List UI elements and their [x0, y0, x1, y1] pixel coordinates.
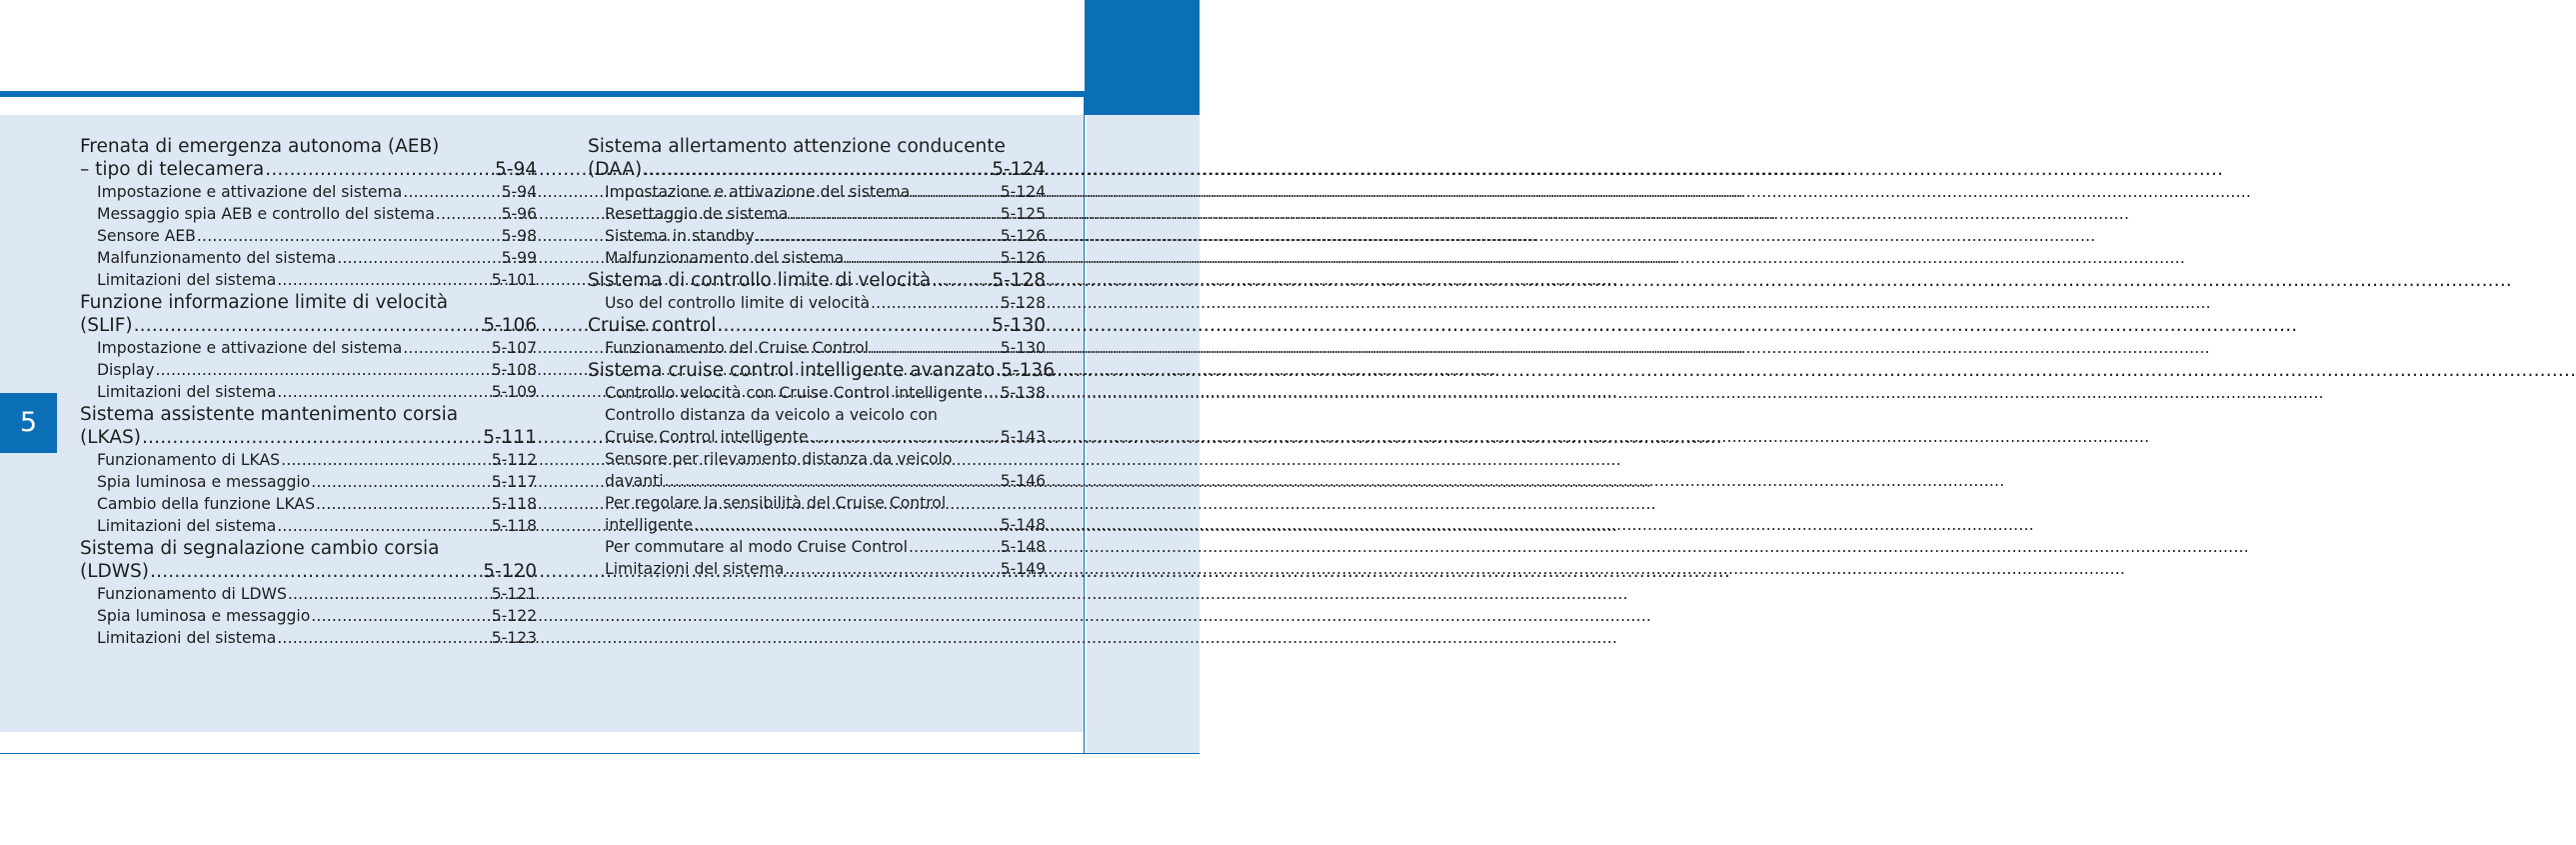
toc-entry-title: Sistema di controllo limite di velocità — [588, 270, 932, 291]
dot-leader — [845, 247, 999, 269]
toc-entry-title: Funzionamento del Cruise Control — [605, 339, 869, 357]
dot-leader — [337, 247, 500, 269]
toc-sub-entry[interactable] — [80, 627, 537, 649]
dot-leader — [142, 426, 482, 449]
toc-main-entry[interactable] — [588, 314, 1046, 337]
toc-page-number: 5-99 — [501, 249, 537, 267]
toc-page-number: 5-128 — [1000, 294, 1046, 312]
dot-leader — [281, 449, 491, 471]
toc-entry-title: Funzionamento di LKAS — [97, 451, 281, 469]
toc-entry-title: Impostazione e attivazione del sistema — [97, 339, 403, 357]
dot-leader — [643, 158, 991, 181]
toc-main-entry[interactable] — [80, 314, 537, 337]
toc-page-number: 5-107 — [491, 339, 537, 357]
toc-main-entry[interactable] — [588, 158, 1046, 181]
toc-sub-entry[interactable] — [588, 382, 1046, 404]
toc-page-number: 5-108 — [491, 361, 537, 379]
toc-sub-entry[interactable] — [588, 292, 1046, 314]
dot-leader — [756, 225, 1000, 247]
toc-entry-title: intelligente — [605, 516, 694, 534]
toc-section-heading: Sistema allertamento attenzione conducente — [588, 136, 1006, 157]
dot-leader — [265, 158, 494, 181]
toc-page-number: 5-94 — [501, 183, 537, 201]
toc-sub-entry[interactable] — [80, 181, 537, 203]
toc-entry-title: Funzionamento di LDWS — [97, 585, 287, 603]
toc-entry-title: Sensore AEB — [97, 227, 196, 245]
dot-leader — [311, 471, 490, 493]
toc-section-heading: Sistema assistente mantenimento corsia — [80, 404, 459, 425]
toc-page-number: 5-101 — [491, 271, 537, 289]
toc-entry-title: Spia luminosa e messaggio — [97, 607, 311, 625]
toc-page-number: 5-138 — [1000, 384, 1046, 402]
dot-leader — [909, 536, 1000, 558]
toc-subentry-text: Controllo distanza da veicolo a veicolo con — [605, 406, 938, 424]
toc-entry-title: Controllo velocità con Cruise Control intelligente — [605, 384, 983, 402]
toc-page-number: 5-136 — [1001, 360, 1055, 381]
toc-sub-entry[interactable] — [80, 359, 537, 381]
toc-entry-title: Limitazioni del sistema — [97, 517, 277, 535]
toc-entry-title: Impostazione e attivazione del sistema — [605, 183, 911, 201]
toc-section-heading: Sistema di segnalazione cambio corsia — [80, 538, 440, 559]
dot-leader — [871, 292, 1000, 314]
toc-sub-entry[interactable] — [588, 247, 1046, 269]
toc-entry-title: Malfunzionamento del sistema — [97, 249, 337, 267]
dot-leader — [277, 381, 490, 403]
toc-page-number: 5-148 — [1000, 516, 1046, 534]
dot-leader — [665, 470, 1000, 492]
toc-entry-title: Limitazioni del sistema — [605, 560, 785, 578]
toc-page-number: 5-149 — [1000, 560, 1046, 578]
toc-page-number: 5-112 — [491, 451, 537, 469]
dot-leader — [717, 314, 991, 337]
toc-sub-entry[interactable] — [588, 536, 1046, 558]
toc-entry-title: Malfunzionamento del sistema — [605, 249, 845, 267]
toc-entry-title: Cruise Control intelligente — [605, 428, 809, 446]
dot-leader — [789, 203, 999, 225]
toc-entry-title: Impostazione e attivazione del sistema — [97, 183, 403, 201]
dot-leader — [694, 514, 1000, 536]
toc-entry-title: Uso del controllo limite di velocità — [605, 294, 871, 312]
toc-page-number: 5-124 — [1000, 183, 1046, 201]
chapter-tab[interactable]: 5 — [0, 393, 57, 453]
toc-page-number: 5-128 — [992, 270, 1046, 291]
toc-sub-entry[interactable] — [588, 514, 1046, 536]
dot-leader — [277, 515, 490, 537]
toc-entry-title: (LKAS) — [80, 427, 141, 448]
toc-sub-entry[interactable] — [80, 449, 537, 471]
dot-leader — [316, 493, 491, 515]
toc-page-number: 5-130 — [992, 315, 1046, 336]
toc-entry-title: Resettaggio de sistema — [605, 205, 789, 223]
toc-sub-entry[interactable] — [80, 337, 537, 359]
dot-leader — [134, 314, 483, 337]
toc-sub-entry[interactable] — [80, 605, 537, 627]
toc-sub-entry[interactable] — [80, 515, 537, 537]
toc-subentry-text: Sensore per rilevamento distanza da veicolo — [605, 450, 953, 468]
dot-leader — [996, 359, 1000, 382]
toc-entry-title: Limitazioni del sistema — [97, 629, 277, 647]
toc-entry-title: Cruise control — [588, 315, 717, 336]
toc-page-number: 5-111 — [483, 427, 537, 448]
toc-sub-entry[interactable] — [588, 181, 1046, 203]
toc-sub-entry[interactable] — [588, 203, 1046, 225]
toc-sub-entry[interactable] — [588, 225, 1046, 247]
dot-leader — [197, 225, 501, 247]
toc-entry-title: Limitazioni del sistema — [97, 383, 277, 401]
corner-accent-block — [1085, 0, 1200, 115]
toc-entry-title: Sistema in standby — [605, 227, 755, 245]
toc-entry-title: Cambio della funzione LKAS — [97, 495, 315, 513]
toc-page-number: 5-96 — [501, 205, 537, 223]
dot-leader — [155, 359, 490, 381]
toc-page-number: 5-123 — [491, 629, 537, 647]
toc-sub-entry[interactable] — [588, 558, 1046, 580]
toc-subentry-text: Per regolare la sensibilità del Cruise Control — [605, 494, 947, 512]
toc-page-number: 5-130 — [1000, 339, 1046, 357]
dot-leader — [810, 426, 1000, 448]
dot-leader — [436, 203, 501, 225]
toc-page-number: 5-117 — [491, 473, 537, 491]
toc-main-entry[interactable] — [588, 269, 1046, 292]
toc-main-entry[interactable] — [80, 158, 537, 181]
dot-leader — [984, 382, 1000, 404]
header-rule — [0, 91, 1085, 97]
toc-page-number: 5-143 — [1000, 428, 1046, 446]
dot-leader — [288, 583, 491, 605]
toc-page-number: 5-120 — [483, 561, 537, 582]
toc-page-number: 5-94 — [495, 159, 537, 180]
toc-entry-title: Per commutare al modo Cruise Control — [605, 538, 909, 556]
toc-sub-entry[interactable] — [80, 225, 537, 247]
toc-main-entry[interactable] — [80, 560, 537, 583]
toc-sub-entry[interactable] — [588, 470, 1046, 492]
dot-leader — [277, 269, 490, 291]
dot-leader — [911, 181, 999, 203]
toc-sub-entry[interactable] — [80, 583, 537, 605]
toc-sub-entry[interactable] — [80, 269, 537, 291]
toc-sub-entry[interactable] — [588, 337, 1046, 359]
toc-entry-title: Limitazioni del sistema — [97, 271, 277, 289]
toc-main-entry[interactable] — [80, 426, 537, 449]
toc-page-number: 5-106 — [483, 315, 537, 336]
toc-page-number: 5-146 — [1000, 472, 1046, 490]
toc-entry-title: – tipo di telecamera — [80, 159, 265, 180]
toc-sub-entry[interactable] — [80, 247, 537, 269]
toc-page-number: 5-148 — [1000, 538, 1046, 556]
toc-sub-entry[interactable] — [80, 381, 537, 403]
toc-page-number: 5-109 — [491, 383, 537, 401]
dot-leader — [932, 269, 991, 292]
toc-page-number: 5-126 — [1000, 227, 1046, 245]
dot-leader — [403, 181, 500, 203]
toc-entry-title: Display — [97, 361, 155, 379]
toc-page-number: 5-122 — [491, 607, 537, 625]
toc-section-heading: Funzione informazione limite di velocità — [80, 292, 449, 313]
toc-sub-entry[interactable] — [80, 471, 537, 493]
toc-entry-title: davanti — [605, 472, 664, 490]
footer-rule — [0, 753, 1200, 754]
toc-entry-title: (DAA) — [588, 159, 643, 180]
dot-leader — [277, 627, 490, 649]
toc-section-heading: Frenata di emergenza autonoma (AEB) — [80, 136, 440, 157]
dot-leader — [403, 337, 490, 359]
toc-sub-entry[interactable] — [588, 426, 1046, 448]
toc-entry-title: Spia luminosa e messaggio — [97, 473, 311, 491]
dot-leader — [311, 605, 490, 627]
toc-right-column — [588, 135, 1055, 580]
toc-entry-title: Messaggio spia AEB e controllo del sistema — [97, 205, 435, 223]
toc-sub-entry[interactable] — [80, 493, 537, 515]
toc-entry-title: Sistema cruise control intelligente avanzato — [588, 360, 996, 381]
toc-page-number: 5-121 — [491, 585, 537, 603]
toc-page-number: 5-126 — [1000, 249, 1046, 267]
dot-leader — [785, 558, 999, 580]
dot-leader — [870, 337, 1000, 359]
toc-page-number: 5-124 — [992, 159, 1046, 180]
toc-main-entry[interactable] — [588, 359, 1055, 382]
toc-page-number: 5-118 — [491, 517, 537, 535]
toc-sub-entry[interactable] — [80, 203, 537, 225]
toc-left-column — [80, 135, 537, 649]
toc-page-number: 5-125 — [1000, 205, 1046, 223]
dot-leader — [150, 560, 482, 583]
toc-entry-title: (SLIF) — [80, 315, 133, 336]
toc-page-number: 5-118 — [491, 495, 537, 513]
toc-entry-title: (LDWS) — [80, 561, 150, 582]
toc-page-number: 5-98 — [501, 227, 537, 245]
